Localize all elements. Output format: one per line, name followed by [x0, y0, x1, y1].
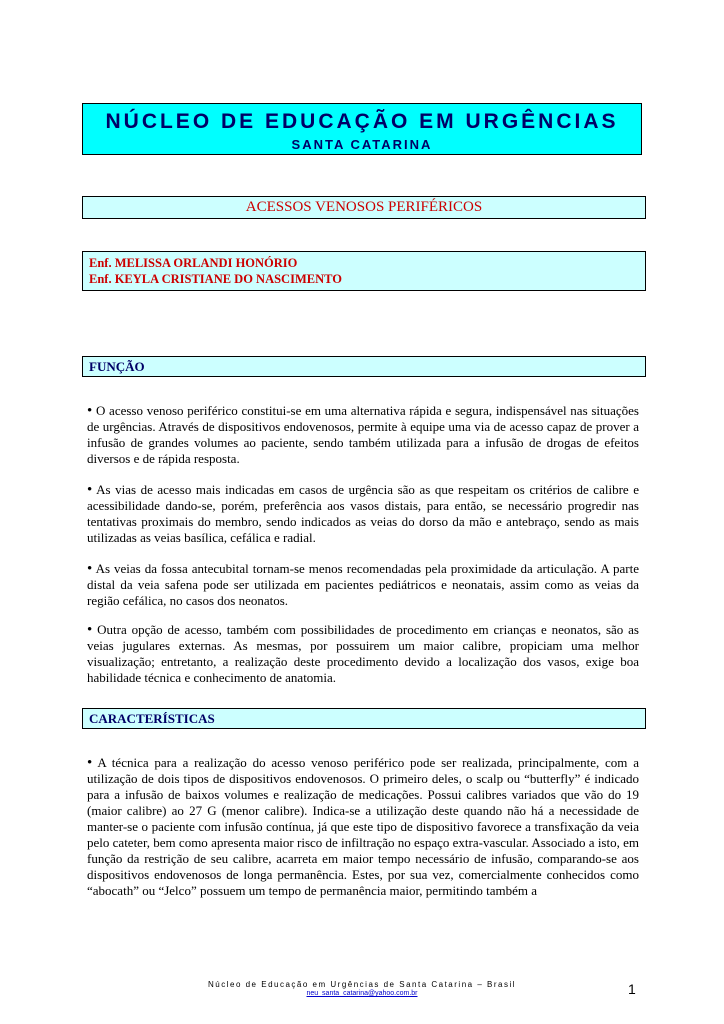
- bullet-icon: •: [87, 755, 93, 771]
- authors-box: [82, 251, 646, 291]
- footer-text: Núcleo de Educação em Urgências de Santa Catarina – Brasil: [207, 980, 516, 989]
- paragraph-text: A técnica para a realização do acesso venoso periférico pode ser realizada, principalmente, com a utilização de dois tipos de dispositivos endovenosos. O primeiro deles, o scalp ou “butterfly” é indicado para a infusão de baixos volumes e realização de medicações. Possui calibres variados que vão do 19 (maior calibre) ao 27 G (menor calibre). Indica-se a utilização deste quando não há a necessidade de manter-se o paciente com infusão contínua, já que este tipo de dispositivo favorece a transfixação da veia pelo cateter, bem como apresenta maior risco de infiltração no espaço extra-vascular. Associado a isto, em função da restrição de seu calibre, acarreta em maior tempo necessário de infusão, comparando-se aos dispositivos endovenosos de longa permanência. Estes, por sua vez, comercialmente conhecidos como “abocath” ou “Jelco” possuem um tempo de permanência maior, permitindo também a: [87, 755, 639, 898]
- header-title: NÚCLEO DE EDUCAÇÃO EM URGÊNCIAS: [105, 110, 619, 133]
- paragraph: [87, 403, 639, 467]
- paragraph: [87, 561, 639, 609]
- author-2: Enf. KEYLA CRISTIANE DO NASCIMENTO: [89, 272, 342, 286]
- paragraph: [87, 755, 639, 899]
- document-title-box: [82, 196, 646, 219]
- bullet-icon: •: [87, 482, 93, 498]
- paragraph: [87, 482, 639, 546]
- paragraph: [87, 622, 639, 686]
- paragraph-text: O acesso venoso periférico constitui-se em uma alternativa rápida e segura, indispensável nas situações de urgências. Através de dispositivos endovenosos, permite à equipe uma via de acesso capaz de prover a infusão de grandes volumes ao paciente, sendo também utilizada para a infusão de drogas de efeitos diversos e de rápida resposta.: [87, 403, 639, 466]
- paragraph-text: As vias de acesso mais indicadas em casos de urgência são as que respeitam os critérios de calibre e acessibilidade dando-se, porém, preferência aos vasos distais, para então, se necessário progredir nas tentativas proximais do membro, sendo indicados as veias do dorso da mão e antebraço, sendo as mais utilizadas as veias basílica, cefálica e radial.: [87, 482, 639, 545]
- section-heading-caracteristicas: [82, 708, 646, 729]
- document-title: ACESSOS VENOSOS PERIFÉRICOS: [245, 199, 483, 215]
- section-heading-label: FUNÇÃO: [89, 359, 145, 374]
- header-subtitle: SANTA CATARINA: [291, 137, 433, 152]
- section-heading-funcao: [82, 356, 646, 377]
- bullet-icon: •: [87, 403, 93, 419]
- author-1: Enf. MELISSA ORLANDI HONÓRIO: [89, 256, 298, 270]
- page-number: 1: [628, 981, 636, 997]
- header-banner: [82, 103, 642, 155]
- bullet-icon: •: [87, 622, 93, 638]
- paragraph-text: As veias da fossa antecubital tornam-se menos recomendadas pela proximidade da articulação. A parte distal da veia safena pode ser utilizada em pacientes pediátricos e neonatais, assim como as veias da região cefálica, no casos dos neonatos.: [87, 561, 639, 608]
- section-heading-label: CARACTERÍSTICAS: [89, 711, 215, 726]
- paragraph-text: Outra opção de acesso, também com possibilidades de procedimento em crianças e neonatos, são as veias jugulares externas. As mesmas, por possuirem um maior calibre, propiciam uma melhor visualização; entretanto, a realização deste procedimento devido a localização dos vasos, exige boa habilidade técnica e conhecimento de anatomia.: [87, 622, 639, 685]
- bullet-icon: •: [87, 561, 93, 577]
- footer-email-link[interactable]: neu_santa_catarina@yahoo.com.br: [306, 990, 418, 997]
